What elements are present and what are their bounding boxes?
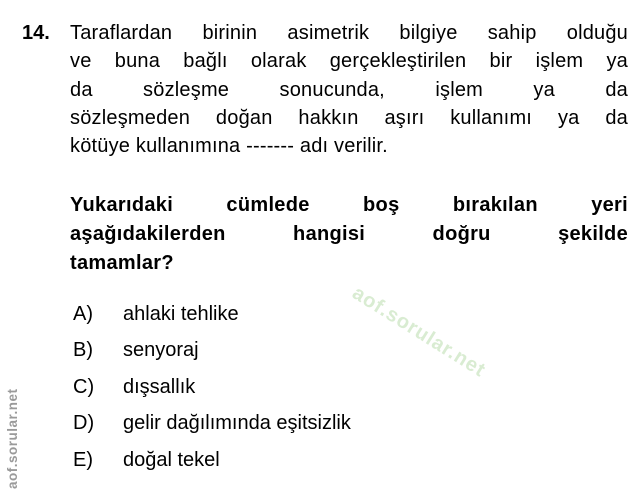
option-c-text: dışsallık (123, 375, 196, 398)
watermark-vertical: aof.sorular.net (5, 388, 20, 489)
option-d-letter: D) (73, 412, 95, 435)
question-body (70, 19, 628, 160)
question-body-line-2: ve buna bağlı olarak gerçekleştirilen bir işlem ya (70, 50, 628, 73)
question-number: 14. (22, 22, 50, 44)
option-a-letter: A) (73, 303, 93, 325)
option-a (73, 303, 593, 325)
question-prompt-line-3: tamamlar? (70, 251, 174, 274)
option-e (73, 449, 593, 471)
option-c-letter: C) (73, 375, 95, 398)
question-body-line-4: sözleşmeden doğan hakkın aşırı kullanımı ya da (70, 106, 628, 129)
option-b-letter: B) (73, 339, 93, 362)
option-d (73, 412, 593, 434)
option-d-text: gelir dağılımında eşitsizlik (123, 412, 351, 435)
question-body-line-5: kötüye kullanımına ------- adı verilir. (70, 135, 388, 158)
question-body-line-3: da sözleşme sonucunda, işlem ya da (70, 78, 628, 101)
question-prompt (70, 191, 628, 277)
watermark-diagonal: aof.sorular.net (348, 282, 490, 382)
question-prompt-line-1: Yukarıdaki cümlede boş bırakılan yeri (70, 194, 628, 216)
question-body-line-1: Taraflardan birinin asimetrik bilgiye sahip olduğu (70, 22, 628, 44)
option-a-text: ahlaki tehlike (123, 303, 239, 325)
option-e-text: doğal tekel (123, 448, 220, 471)
option-c (73, 376, 593, 398)
question-prompt-line-2: aşağıdakilerden hangisi doğru şekilde (70, 222, 628, 245)
option-b-text: senyoraj (123, 339, 199, 362)
option-b (73, 339, 593, 361)
option-e-letter: E) (73, 448, 93, 471)
options-list (73, 303, 593, 485)
